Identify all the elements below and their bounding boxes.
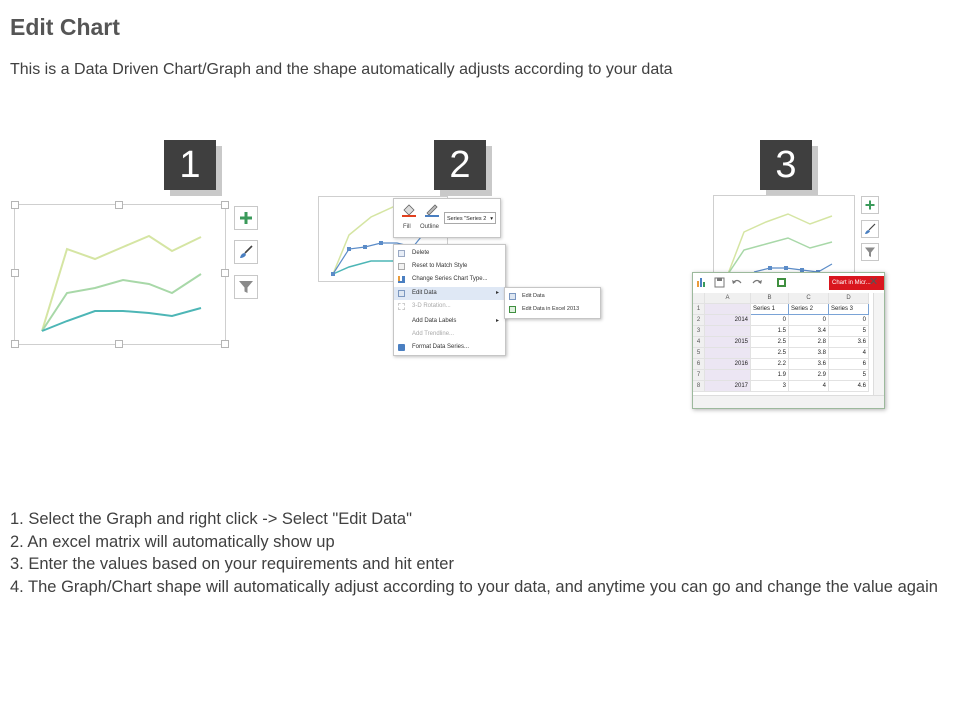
excel-cell[interactable]: 2.5 bbox=[751, 337, 789, 348]
resize-handle[interactable] bbox=[115, 201, 123, 209]
context-menu bbox=[393, 244, 506, 356]
fill-label: Fill bbox=[403, 224, 411, 230]
excel-cell[interactable]: 1.9 bbox=[751, 370, 789, 381]
excel-cell[interactable] bbox=[705, 304, 751, 315]
instruction-3: 3. Enter the values based on your requirements and hit enter bbox=[10, 555, 454, 573]
excel-cell[interactable]: 2.9 bbox=[789, 370, 829, 381]
chevron-right-icon: ▸ bbox=[495, 290, 499, 296]
outline-label: Outline bbox=[420, 224, 440, 230]
chart-elements-button[interactable] bbox=[234, 206, 258, 230]
chevron-down-icon: ▾ bbox=[490, 216, 493, 222]
close-icon[interactable]: ✕ bbox=[869, 276, 879, 288]
series-select-value: Series "Series 2 bbox=[447, 216, 487, 222]
chart-filters-button[interactable] bbox=[234, 275, 258, 299]
excel-toolbar-icons bbox=[697, 277, 817, 291]
resize-handle[interactable] bbox=[221, 340, 229, 348]
excel-cell[interactable]: 2015 bbox=[705, 337, 751, 348]
step-1-badge: 1 bbox=[164, 140, 216, 190]
filter-icon bbox=[238, 279, 254, 295]
row-header[interactable]: 7 bbox=[693, 370, 705, 381]
excel-cell[interactable]: 0 bbox=[829, 315, 869, 326]
excel-toolbar bbox=[693, 273, 884, 293]
series-1-line bbox=[42, 236, 201, 331]
resize-handle[interactable] bbox=[11, 269, 19, 277]
chart-type-icon bbox=[398, 276, 405, 283]
instructions-list bbox=[10, 508, 945, 598]
chevron-right-icon: ▸ bbox=[495, 318, 499, 324]
excel-cell[interactable]: 5 bbox=[829, 370, 869, 381]
excel-cell[interactable]: 1.5 bbox=[751, 326, 789, 337]
menu-item-3d-rotation[interactable]: 3-D Rotation... bbox=[394, 300, 505, 313]
menu-item-add-trendline[interactable]: Add Trendline... bbox=[412, 331, 455, 337]
outline-icon[interactable] bbox=[424, 203, 440, 217]
column-header[interactable]: C bbox=[789, 293, 829, 304]
redo-icon bbox=[753, 280, 762, 284]
series-select[interactable] bbox=[444, 212, 496, 224]
excel-cell[interactable]: 4 bbox=[789, 381, 829, 392]
column-header[interactable]: B bbox=[751, 293, 789, 304]
menu-item-delete[interactable]: Delete bbox=[394, 247, 505, 260]
column-header[interactable]: A bbox=[705, 293, 751, 304]
row-header[interactable]: 6 bbox=[693, 359, 705, 370]
chart-icon bbox=[697, 278, 705, 287]
resize-handle[interactable] bbox=[11, 340, 19, 348]
series-2-line bbox=[728, 238, 832, 274]
step-1-chart[interactable] bbox=[14, 204, 226, 345]
menu-item-format-data-series[interactable]: Format Data Series... bbox=[394, 341, 505, 354]
delete-icon bbox=[398, 250, 405, 257]
excel-cell[interactable]: 2.8 bbox=[789, 337, 829, 348]
menu-item-change-chart-type[interactable]: Change Series Chart Type... bbox=[394, 273, 505, 286]
step-2-badge: 2 bbox=[434, 140, 486, 190]
excel-cell[interactable]: Series 1 bbox=[751, 304, 789, 315]
excel-cell[interactable]: 4.6 bbox=[829, 381, 869, 392]
format-popup[interactable] bbox=[393, 198, 501, 238]
step-3-chart-lines bbox=[714, 196, 854, 276]
excel-cell[interactable]: 0 bbox=[751, 315, 789, 326]
row-header[interactable]: 8 bbox=[693, 381, 705, 392]
row-header[interactable]: 3 bbox=[693, 326, 705, 337]
save-icon bbox=[715, 278, 724, 287]
instruction-1: 1. Select the Graph and right click -> Select "Edit Data" bbox=[10, 510, 412, 528]
series-3-line bbox=[42, 308, 201, 331]
plus-icon bbox=[239, 211, 253, 225]
excel-cell[interactable]: 2.2 bbox=[751, 359, 789, 370]
vertical-scrollbar[interactable] bbox=[873, 293, 885, 395]
filter-icon bbox=[864, 246, 876, 258]
resize-handle[interactable] bbox=[221, 269, 229, 277]
excel-cell[interactable]: Series 3 bbox=[829, 304, 869, 315]
page-subtitle: This is a Data Driven Chart/Graph and the shape automatically adjusts according to your data bbox=[10, 61, 673, 78]
chart-styles-button[interactable] bbox=[861, 220, 879, 238]
column-header[interactable] bbox=[693, 293, 705, 304]
menu-item-edit-data[interactable]: Edit Data ▸ bbox=[394, 287, 505, 300]
excel-cell[interactable]: 3 bbox=[751, 381, 789, 392]
step-1-chart-lines bbox=[15, 205, 225, 344]
excel-icon bbox=[509, 306, 516, 313]
fill-icon[interactable] bbox=[401, 203, 417, 217]
format-icon bbox=[398, 344, 405, 351]
excel-cell[interactable]: 2017 bbox=[705, 381, 751, 392]
excel-cell[interactable]: 3.6 bbox=[829, 337, 869, 348]
excel-cell[interactable]: 0 bbox=[789, 315, 829, 326]
excel-cell[interactable]: 3.8 bbox=[789, 348, 829, 359]
rotation-icon bbox=[398, 303, 405, 310]
excel-cell[interactable]: 4 bbox=[829, 348, 869, 359]
excel-icon bbox=[777, 278, 786, 287]
reset-icon bbox=[398, 263, 405, 270]
excel-cell[interactable] bbox=[705, 326, 751, 337]
excel-cell[interactable] bbox=[705, 370, 751, 381]
table-icon bbox=[509, 293, 516, 300]
excel-cell[interactable]: 2014 bbox=[705, 315, 751, 326]
row-header[interactable]: 2 bbox=[693, 315, 705, 326]
submenu-item-edit-data[interactable]: Edit Data bbox=[505, 290, 600, 303]
resize-handle[interactable] bbox=[221, 201, 229, 209]
series-1-line bbox=[728, 214, 832, 274]
step-3-chart[interactable] bbox=[713, 195, 855, 277]
excel-cell[interactable]: 2.5 bbox=[751, 348, 789, 359]
resize-handle[interactable] bbox=[11, 201, 19, 209]
excel-cell[interactable] bbox=[705, 348, 751, 359]
excel-window[interactable] bbox=[692, 272, 885, 409]
menu-item-reset-style[interactable]: Reset to Match Style bbox=[394, 260, 505, 273]
page-title: Edit Chart bbox=[10, 14, 120, 40]
brush-icon bbox=[864, 223, 876, 235]
submenu-item-edit-data-excel[interactable]: Edit Data in Excel 2013 bbox=[505, 303, 600, 316]
excel-cell[interactable]: 5 bbox=[829, 326, 869, 337]
brush-icon bbox=[238, 244, 254, 260]
chart-elements-button[interactable] bbox=[861, 196, 879, 214]
row-header[interactable]: 4 bbox=[693, 337, 705, 348]
plus-icon bbox=[865, 200, 875, 210]
series-3-line bbox=[754, 264, 832, 272]
instruction-4: 4. The Graph/Chart shape will automatically adjust according to your data, and anytime you can go and change the value again bbox=[10, 577, 938, 596]
row-header[interactable]: 5 bbox=[693, 348, 705, 359]
table-icon bbox=[398, 290, 405, 297]
excel-cell[interactable]: 2016 bbox=[705, 359, 751, 370]
column-header[interactable]: D bbox=[829, 293, 869, 304]
menu-item-add-data-labels[interactable]: Add Data Labels ▸ bbox=[394, 315, 505, 328]
chart-filters-button[interactable] bbox=[861, 243, 879, 261]
excel-cell[interactable]: 3.6 bbox=[789, 359, 829, 370]
excel-cell[interactable]: 3.4 bbox=[789, 326, 829, 337]
horizontal-scrollbar[interactable] bbox=[693, 395, 884, 409]
excel-window-title: Chart in Micr... bbox=[829, 276, 885, 290]
excel-cell[interactable]: 6 bbox=[829, 359, 869, 370]
step-3-badge: 3 bbox=[760, 140, 812, 190]
resize-handle[interactable] bbox=[115, 340, 123, 348]
excel-cell[interactable]: Series 2 bbox=[789, 304, 829, 315]
edit-data-submenu bbox=[504, 287, 601, 319]
undo-icon bbox=[732, 280, 741, 284]
row-header[interactable]: 1 bbox=[693, 304, 705, 315]
instruction-2: 2. An excel matrix will automatically show up bbox=[10, 532, 335, 551]
chart-styles-button[interactable] bbox=[234, 240, 258, 264]
